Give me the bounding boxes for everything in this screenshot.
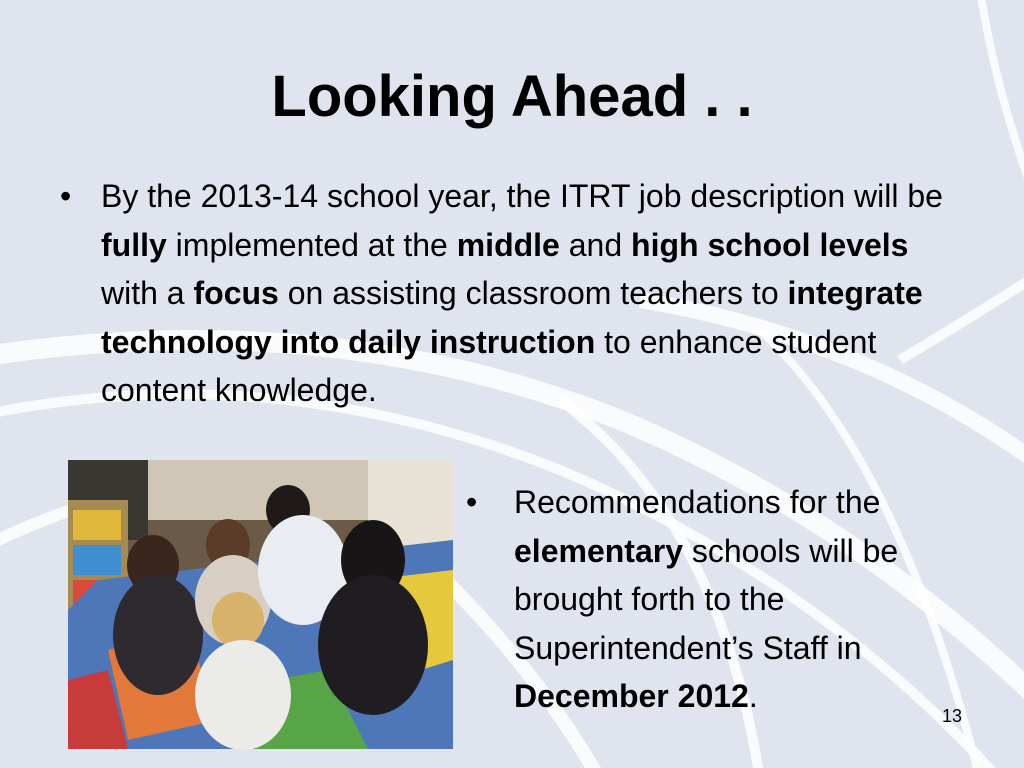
bullet-marker: • xyxy=(60,178,72,214)
bullet-marker: • xyxy=(466,484,478,520)
bullet-text: By the 2013-14 school year, the ITRT job description will be fully implemented at the middle and high school levels with a focus on assisting classroom teachers to integrate technology into daily instruction to enhance student content knowledge. xyxy=(101,178,943,408)
bullet-itrt-job-description xyxy=(60,172,960,415)
classroom-photo xyxy=(68,460,453,749)
bullet-text: Recommendations for the elementary schools will be brought forth to the Superintendent’s Staff in December 2012. xyxy=(514,484,899,714)
bullet-elementary-recommendations xyxy=(466,478,986,721)
slide-title: Looking Ahead . . xyxy=(271,64,753,129)
page-number: 13 xyxy=(941,706,963,726)
